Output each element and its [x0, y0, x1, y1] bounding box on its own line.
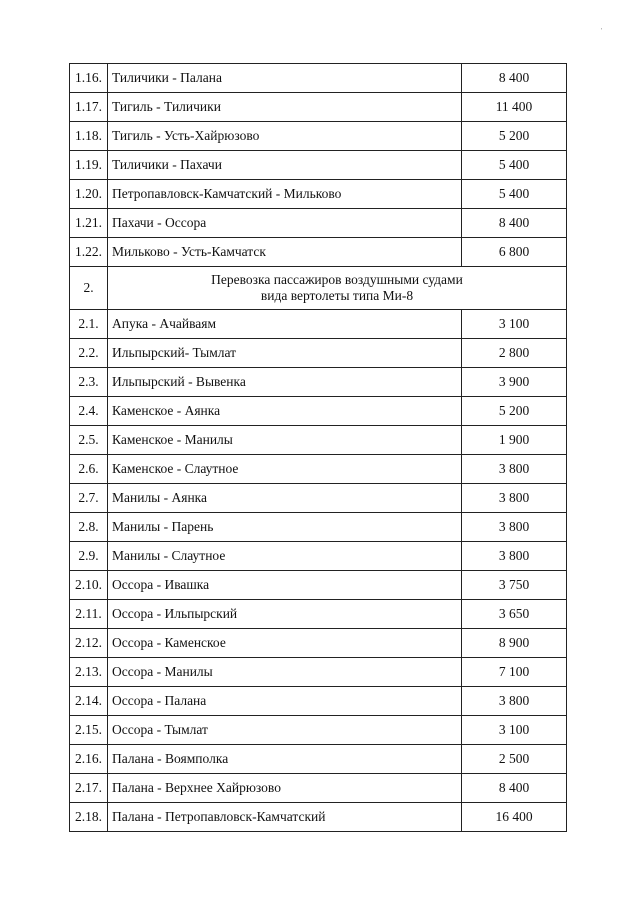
section-title-line2: вида вертолеты типа Ми-8 [260, 288, 414, 303]
row-number: 2.2. [70, 339, 108, 368]
route-name: Оссора - Манилы [108, 658, 462, 687]
table-row [70, 180, 567, 209]
row-number: 2.6. [70, 455, 108, 484]
row-number: 1.19. [70, 151, 108, 180]
route-name: Оссора - Ильпырский [108, 600, 462, 629]
corner-mark: ' [600, 27, 602, 35]
route-name: Манилы - Парень [108, 513, 462, 542]
row-number: 2.7. [70, 484, 108, 513]
table-row [70, 484, 567, 513]
price-value: 3 100 [462, 310, 567, 339]
table-row [70, 426, 567, 455]
price-value: 3 750 [462, 571, 567, 600]
table-row [70, 571, 567, 600]
table-row [70, 803, 567, 832]
price-value: 8 400 [462, 774, 567, 803]
table-section-a [70, 64, 567, 267]
route-name: Тигиль - Тиличики [108, 93, 462, 122]
row-number: 1.18. [70, 122, 108, 151]
route-name: Оссора - Каменское [108, 629, 462, 658]
route-name: Оссора - Палана [108, 687, 462, 716]
table-row [70, 716, 567, 745]
table-row [70, 455, 567, 484]
price-value: 8 900 [462, 629, 567, 658]
price-value: 1 900 [462, 426, 567, 455]
price-value: 5 200 [462, 397, 567, 426]
row-number: 2.4. [70, 397, 108, 426]
route-name: Палана - Верхнее Хайрюзово [108, 774, 462, 803]
route-name: Мильково - Усть-Камчатск [108, 238, 462, 267]
route-name: Ильпырский- Тымлат [108, 339, 462, 368]
price-value: 16 400 [462, 803, 567, 832]
price-value: 8 400 [462, 64, 567, 93]
table-row [70, 368, 567, 397]
route-name: Апука - Ачайваям [108, 310, 462, 339]
route-name: Каменское - Аянка [108, 397, 462, 426]
route-name: Ильпырский - Вывенка [108, 368, 462, 397]
route-name: Тиличики - Палана [108, 64, 462, 93]
row-number: 1.16. [70, 64, 108, 93]
row-number: 2.18. [70, 803, 108, 832]
price-value: 3 900 [462, 368, 567, 397]
section-row [70, 267, 567, 310]
table-row [70, 629, 567, 658]
row-number: 2.5. [70, 426, 108, 455]
route-name: Оссора - Ивашка [108, 571, 462, 600]
row-number: 1.21. [70, 209, 108, 238]
table-row [70, 745, 567, 774]
table-row [70, 687, 567, 716]
price-value: 5 400 [462, 151, 567, 180]
row-number: 2.14. [70, 687, 108, 716]
table-section-header [70, 267, 567, 310]
price-value: 8 400 [462, 209, 567, 238]
table-row [70, 542, 567, 571]
price-value: 6 800 [462, 238, 567, 267]
price-value: 3 800 [462, 455, 567, 484]
table-row [70, 774, 567, 803]
table-row [70, 151, 567, 180]
row-number: 2.10. [70, 571, 108, 600]
row-number: 2.15. [70, 716, 108, 745]
section-title-line1: Перевозка пассажиров воздушными судами [211, 272, 463, 287]
tariff-table [69, 63, 567, 832]
table-row [70, 310, 567, 339]
route-name: Пахачи - Оссора [108, 209, 462, 238]
table-row [70, 93, 567, 122]
route-name: Петропавловск-Камчатский - Мильково [108, 180, 462, 209]
route-name: Каменское - Манилы [108, 426, 462, 455]
route-name: Палана - Воямполка [108, 745, 462, 774]
route-name: Манилы - Слаутное [108, 542, 462, 571]
row-number: 2.1. [70, 310, 108, 339]
table-row [70, 600, 567, 629]
price-value: 3 800 [462, 513, 567, 542]
table-section-b [70, 310, 567, 832]
table-row [70, 658, 567, 687]
price-value: 11 400 [462, 93, 567, 122]
row-number: 2.13. [70, 658, 108, 687]
table-row [70, 513, 567, 542]
table-row [70, 64, 567, 93]
row-number: 2.17. [70, 774, 108, 803]
table-row [70, 209, 567, 238]
route-name: Тиличики - Пахачи [108, 151, 462, 180]
route-name: Тигиль - Усть-Хайрюзово [108, 122, 462, 151]
price-value: 2 500 [462, 745, 567, 774]
route-name: Палана - Петропавловск-Камчатский [108, 803, 462, 832]
section-title [108, 267, 567, 310]
table-row [70, 397, 567, 426]
row-number: 2.16. [70, 745, 108, 774]
row-number: 2.8. [70, 513, 108, 542]
table-row [70, 339, 567, 368]
price-value: 5 400 [462, 180, 567, 209]
price-value: 3 800 [462, 484, 567, 513]
price-value: 3 100 [462, 716, 567, 745]
section-number: 2. [70, 267, 108, 310]
table-row [70, 122, 567, 151]
row-number: 1.22. [70, 238, 108, 267]
price-value: 2 800 [462, 339, 567, 368]
route-name: Манилы - Аянка [108, 484, 462, 513]
price-value: 3 650 [462, 600, 567, 629]
price-value: 5 200 [462, 122, 567, 151]
row-number: 2.3. [70, 368, 108, 397]
price-value: 3 800 [462, 542, 567, 571]
row-number: 2.9. [70, 542, 108, 571]
row-number: 1.17. [70, 93, 108, 122]
price-value: 7 100 [462, 658, 567, 687]
row-number: 1.20. [70, 180, 108, 209]
price-value: 3 800 [462, 687, 567, 716]
route-name: Оссора - Тымлат [108, 716, 462, 745]
table-row [70, 238, 567, 267]
row-number: 2.11. [70, 600, 108, 629]
row-number: 2.12. [70, 629, 108, 658]
route-name: Каменское - Слаутное [108, 455, 462, 484]
